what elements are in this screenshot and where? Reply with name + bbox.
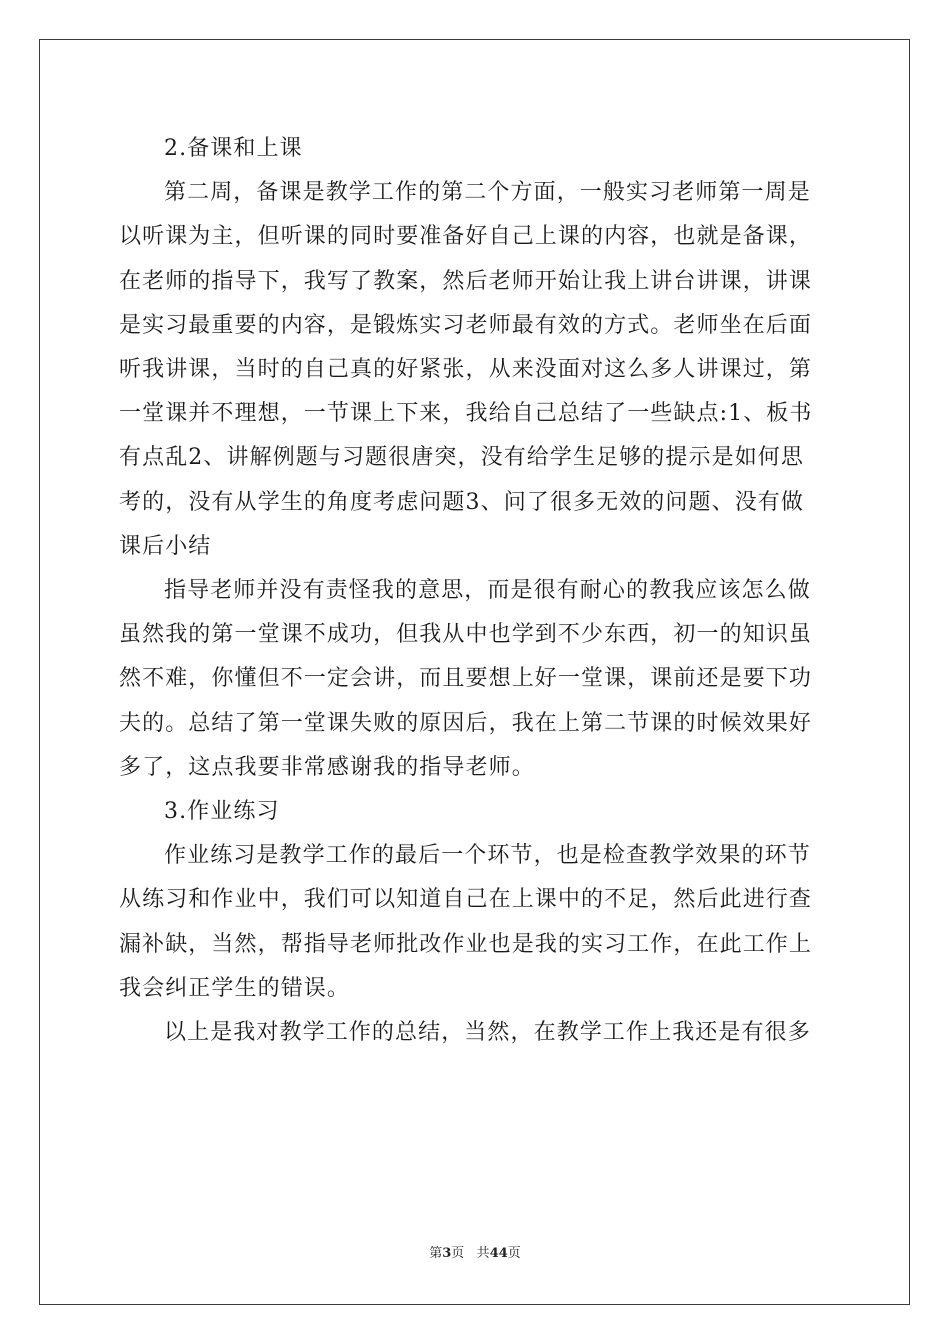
paragraph-line: 考的，没有从学生的角度考虑问题3、问了很多无效的问题、没有做 (119, 489, 804, 515)
paragraph-line: 在老师的指导下，我写了教案，然后老师开始让我上讲台讲课，讲课 (119, 268, 813, 294)
footer-total-prefix: 共 (476, 1246, 490, 1261)
paragraph-line: 从练习和作业中，我们可以知道自己在上课中的不足，然后此进行查 (119, 887, 813, 913)
paragraph-line: 一堂课并不理想，一节课上下来，我给自己总结了一些缺点:1、板书 (119, 401, 813, 427)
paragraph-line: 听我讲课，当时的自己真的好紧张，从来没面对这么多人讲课过，第 (119, 357, 813, 382)
paragraph-line: 指导老师并没有责怪我的意思，而是很有耐心的教我应该怎么做 (164, 578, 811, 603)
paragraph-line: 我会纠正学生的错误。 (119, 975, 351, 1001)
footer-page-suffix: 页 (451, 1246, 465, 1261)
paragraph-line: 作业练习是教学工作的最后一个环节，也是检查教学效果的环节 (164, 843, 811, 869)
section-heading: 3.作业练习 (164, 799, 280, 824)
footer-prefix: 第 (429, 1246, 443, 1261)
section-heading: 2.备课和上课 (164, 136, 303, 161)
paragraph-line: 是实习最重要的内容，是锻炼实习老师最有效的方式。老师坐在后面 (119, 312, 813, 338)
current-page-number: 3 (442, 1246, 452, 1261)
paragraph-line: 漏补缺，当然，帮指导老师批改作业也是我的实习工作，在此工作上 (119, 931, 813, 957)
paragraph-line: 有点乱2、讲解例题与习题很唐突，没有给学生足够的提示是如何思 (119, 445, 804, 471)
paragraph-line: 第二周，备课是教学工作的第二个方面，一般实习老师第一周是 (164, 180, 811, 206)
total-page-count: 44 (489, 1246, 508, 1261)
page-footer (0, 1245, 950, 1263)
paragraph-line: 多了，这点我要非常感谢我的指导老师。 (119, 754, 535, 780)
paragraph-line: 以听课为主，但听课的同时要准备好自己上课的内容，也就是备课， (119, 224, 813, 250)
footer-total-suffix: 页 (507, 1246, 521, 1261)
paragraph-line: 课后小结 (119, 533, 212, 559)
paragraph-line: 然不难，你懂但不一定会讲，而且要想上好一堂课，课前还是要下功 (119, 666, 813, 692)
paragraph-line: 虽然我的第一堂课不成功，但我从中也学到不少东西，初一的知识虽 (119, 622, 813, 648)
paragraph-line: 以上是我对教学工作的总结，当然，在教学工作上我还是有很多 (164, 1020, 811, 1045)
paragraph-line: 夫的。总结了第一堂课失败的原因后，我在上第二节课的时候效果好 (119, 710, 813, 736)
